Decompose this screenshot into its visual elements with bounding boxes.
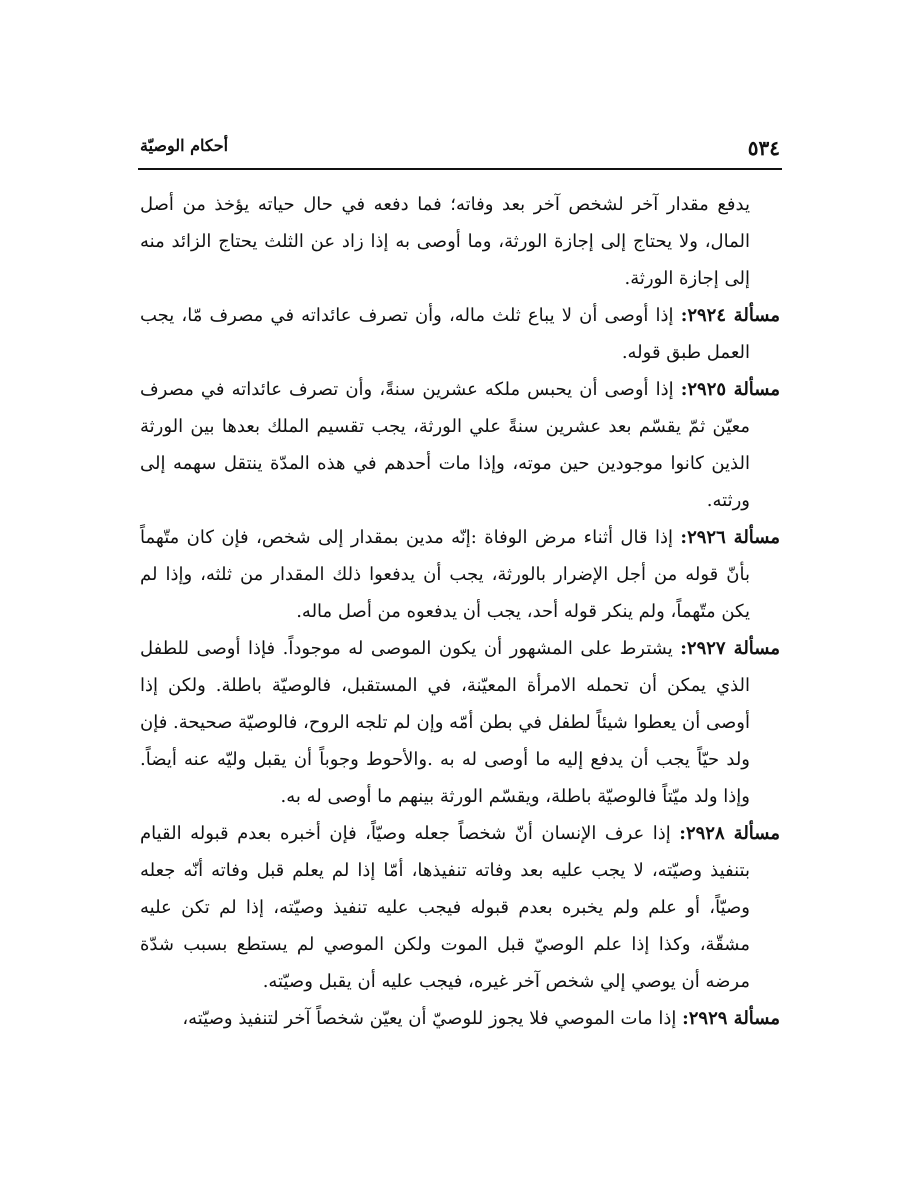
continued-paragraph (140, 186, 780, 297)
issue-text: يشترط على المشهور أن يكون الموصى له موجوداً. فإذا أوصى للطفل الذي يمكن أن تحمله الامرأة المعيّنة، في المستقبل، فالوصيّة باطلة. ولكن إذا أوصى أن يعطوا شيئاً لطفل في بطن أمّه وإن لم تلجه الروح، فالوصيّة صحيحة. فإن ولد حيّاً يجب أن يدفع إليه ما أوصى له به .والأحوط وجوباً أن يقبل وليّه عنه أيضاً. وإذا ولد ميّتاً فالوصيّة باطلة، ويقسّم الورثة بينهم ما أوصى له به. (140, 638, 750, 807)
issue-text: إذا قال أثناء مرض الوفاة :إنّه مدين بمقدار إلى شخص، فإن كان متّهماً بأنّ قوله من أجل الإضرار بالورثة، يجب أن يدفعوا ذلك المقدار من ثلثه، وإذا لم يكن متّهماً، ولم ينكر قوله أحد، يجب أن يدفعوه من أصل ماله. (140, 527, 750, 622)
issue-text: إذا عرف الإنسان أنّ شخصاً جعله وصيّاً، فإن أخبره بعدم قبوله القيام بتنفيذ وصيّته، لا يجب عليه بعد وفاته تنفيذها، أمّا إذا لم يعلم قبل وفاته أنّه جعله وصيّاً، أو علم ولم يخبره بعدم قبوله فيجب عليه تنفيذ وصيّته، إذا لم تكن عليه مشقّة، وكذا إذا علم الوصيّ قبل الموت ولكن الموصي لم يستطع بسبب شدّة مرضه أن يوصي إلي شخص آخر غيره، فيجب عليه أن يقبل وصيّته. (140, 823, 750, 992)
issue-2929 (140, 1000, 780, 1037)
issue-text: إذا مات الموصي فلا يجوز للوصيّ أن يعيّن شخصاً آخر لتنفيذ وصيّته، (182, 1008, 683, 1029)
issue-label: مسألة ٢٩٢٧: (680, 638, 780, 659)
issue-2926 (140, 519, 780, 630)
issue-2927 (140, 630, 780, 815)
issue-2928 (140, 815, 780, 1000)
paragraph-text: يدفع مقدار آخر لشخص آخر بعد وفاته؛ فما دفعه في حال حياته يؤخذ من أصل المال، ولا يحتاج إلى إجازة الورثة، وما أوصى به إذا زاد عن الثلث يحتاج الزائد منه إلى إجازة الورثة. (140, 194, 750, 289)
issue-2925 (140, 371, 780, 519)
running-header (140, 136, 780, 166)
page-body (140, 186, 780, 1037)
issue-label: مسألة ٢٩٢٩: (682, 1008, 780, 1029)
issue-label: مسألة ٢٩٢٥: (680, 379, 780, 400)
issue-label: مسألة ٢٩٢٦: (680, 527, 780, 548)
running-title: أحكام الوصيّة (140, 136, 229, 155)
page-number: ٥٣٤ (747, 136, 780, 160)
issue-label: مسألة ٢٩٢٨: (679, 823, 780, 844)
issue-text: إذا أوصى أن يحبس ملكه عشرين سنةً، وأن تصرف عائداته في مصرف معيّن ثمّ يقسّم بعد عشرين سنةً علي الورثة، يجب تقسيم الملك بعدها بين الورثة الذين كانوا موجودين حين موته، وإذا مات أحدهم في هذه المدّة ينتقل سهمه إلى ورثته. (140, 379, 750, 511)
issue-2924 (140, 297, 780, 371)
issue-text: إذا أوصى أن لا يباع ثلث ماله، وأن تصرف عائداته في مصرف مّا، يجب العمل طبق قوله. (140, 305, 750, 363)
header-divider (138, 168, 782, 170)
issue-label: مسألة ٢٩٢٤: (680, 305, 780, 326)
